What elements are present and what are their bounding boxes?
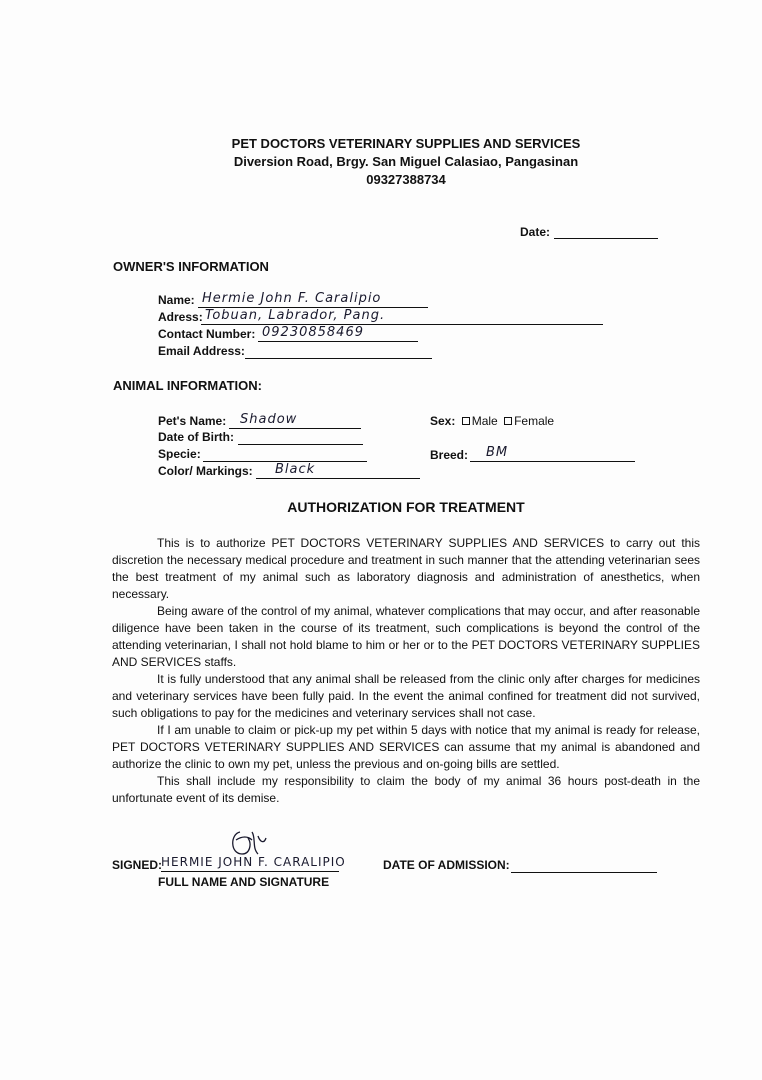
pet-name-value: Shadow [240, 412, 298, 427]
signed-name-value: HERMIE JOHN F. CARALIPIO [161, 855, 346, 869]
female-option-label: Female [514, 414, 555, 428]
company-phone: 09327388734 [366, 172, 446, 187]
date-of-birth-label: Date of Birth: [158, 430, 234, 444]
date-field[interactable] [554, 238, 658, 239]
authorization-paragraph: If I am unable to claim or pick-up my pet within 5 days with notice that my animal is ready for release, PET DOCTORS VETERINARY SUPPLIES AND SERVICES can assume that my animal is abandoned and authorize the clinic to own my pet, unless the previous and on-going bills are settled. [112, 723, 700, 771]
owner-name-value: Hermie John F. Caralipio [202, 291, 382, 306]
email-field[interactable] [245, 358, 432, 359]
owner-section-heading: OWNER'S INFORMATION [113, 259, 269, 274]
contact-number-value: 09230858469 [262, 325, 364, 340]
authorization-body [112, 535, 700, 807]
email-label: Email Address: [158, 344, 245, 358]
signature-caption: FULL NAME AND SIGNATURE [158, 875, 330, 889]
color-markings-field[interactable] [256, 478, 420, 479]
breed-field[interactable] [470, 461, 635, 462]
sex-options [430, 414, 554, 428]
contact-number-label: Contact Number: [158, 327, 256, 341]
company-address: Diversion Road, Brgy. San Miguel Calasiao, Pangasinan [233, 154, 579, 169]
owner-name-label: Name: [158, 293, 195, 307]
authorization-paragraph: This shall include my responsibility to claim the body of my animal 36 hours post-death in the unfortunate event of its demise. [112, 774, 700, 805]
animal-section-heading: ANIMAL INFORMATION: [113, 378, 262, 393]
color-markings-value: Black [275, 462, 316, 477]
male-checkbox[interactable] [462, 417, 470, 425]
color-markings-label: Color/ Markings: [158, 464, 253, 478]
owner-address-value: Tobuan, Labrador, Pang. [205, 308, 386, 323]
authorization-paragraph: This is to authorize PET DOCTORS VETERINARY SUPPLIES AND SERVICES to carry out this discretion the necessary medical procedure and treatment in such manner that the attending veterinarian sees the best treatment of my animal such as laboratory diagnosis and administration of anesthetics, when necessary. [112, 536, 700, 601]
date-of-birth-field[interactable] [238, 444, 363, 445]
signature-field[interactable] [161, 871, 339, 872]
authorization-paragraph: It is fully understood that any animal shall be released from the clinic only after charges for medicines and veterinary services have been fully paid. In the event the animal confined for treatment did not survived, such obligations to pay for the medicines and veterinary services shall not case. [112, 672, 700, 720]
specie-label: Specie: [158, 447, 201, 461]
pet-name-label: Pet's Name: [158, 414, 227, 428]
breed-label: Breed: [430, 448, 469, 462]
female-checkbox[interactable] [504, 417, 512, 425]
company-name: PET DOCTORS VETERINARY SUPPLIES AND SERVICES [231, 136, 581, 151]
authorization-title: AUTHORIZATION FOR TREATMENT [287, 499, 525, 515]
owner-address-label: Adress: [158, 310, 203, 324]
sex-label: Sex: [430, 414, 456, 428]
date-label: Date: [520, 225, 551, 239]
male-option-label: Male [471, 414, 498, 428]
breed-value: BM [486, 445, 509, 460]
contact-number-field[interactable] [258, 341, 418, 342]
pet-name-field[interactable] [229, 428, 361, 429]
date-of-admission-field[interactable] [511, 872, 657, 873]
date-of-admission-label: DATE OF ADMISSION: [383, 858, 510, 872]
authorization-paragraph: Being aware of the control of my animal, whatever complications that may occur, and after reasonable diligence have been taken in the course of its treatment, such complications is beyond the control of the attending veterinarian, I shall not hold blame to him or her or to the PET DOCTORS VETERINARY SUPPLIES AND SERVICES staffs. [112, 604, 700, 669]
signed-label: SIGNED: [112, 858, 163, 872]
